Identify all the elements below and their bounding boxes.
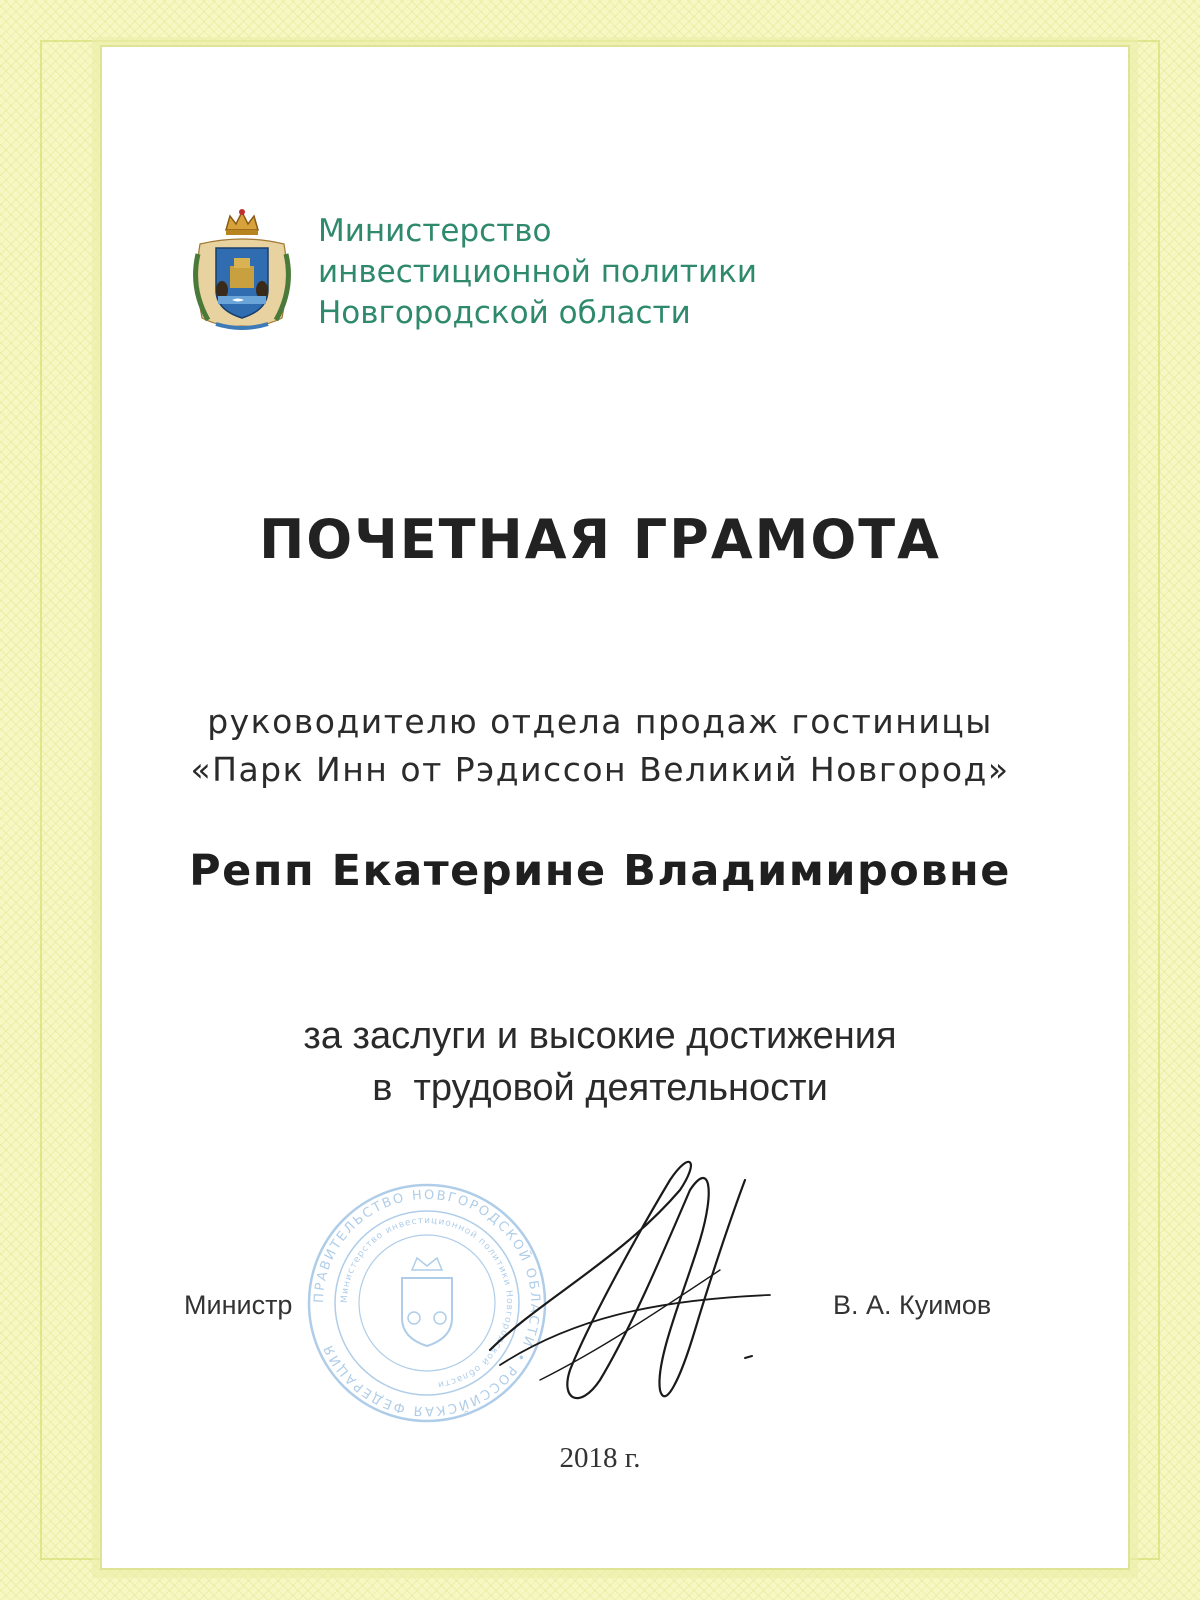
minister-name: В. А. Куимов: [833, 1290, 992, 1320]
award-reason: [0, 1010, 1200, 1114]
position-line-1: руководителю отдела продаж гостиницы: [207, 702, 993, 741]
ministry-name-line-3: Новгородской области: [318, 294, 691, 331]
recipient-name: Репп Екатерине Владимировне: [189, 846, 1011, 896]
recipient-position: [0, 698, 1200, 794]
handwritten-signature: [480, 1150, 780, 1430]
ministry-header: [188, 208, 757, 336]
reason-line-1: за заслуги и высокие достижения: [303, 1015, 897, 1057]
stamp-outer-text: ПРАВИТЕЛЬСТВО НОВГОРОДСКОЙ ОБЛАСТИ • РОССИЙСКАЯ ФЕДЕРАЦИЯ: [311, 1187, 543, 1419]
minister-label: Министр: [184, 1290, 293, 1320]
ministry-name-line-2: инвестиционной политики: [318, 253, 757, 290]
stamp-inner-text: Министерство инвестиционной политики Новгородской области: [339, 1215, 515, 1390]
position-line-2: «Парк Инн от Рэдиссон Великий Новгород»: [190, 750, 1010, 789]
issue-year: 2018 г.: [559, 1442, 641, 1474]
certificate-title: ПОЧЕТНАЯ ГРАМОТА: [259, 508, 941, 571]
ministry-name: [318, 211, 757, 334]
coat-of-arms-icon: [188, 208, 296, 336]
ministry-name-line-1: Министерство: [318, 212, 552, 249]
reason-line-2: в трудовой деятельности: [372, 1067, 828, 1109]
